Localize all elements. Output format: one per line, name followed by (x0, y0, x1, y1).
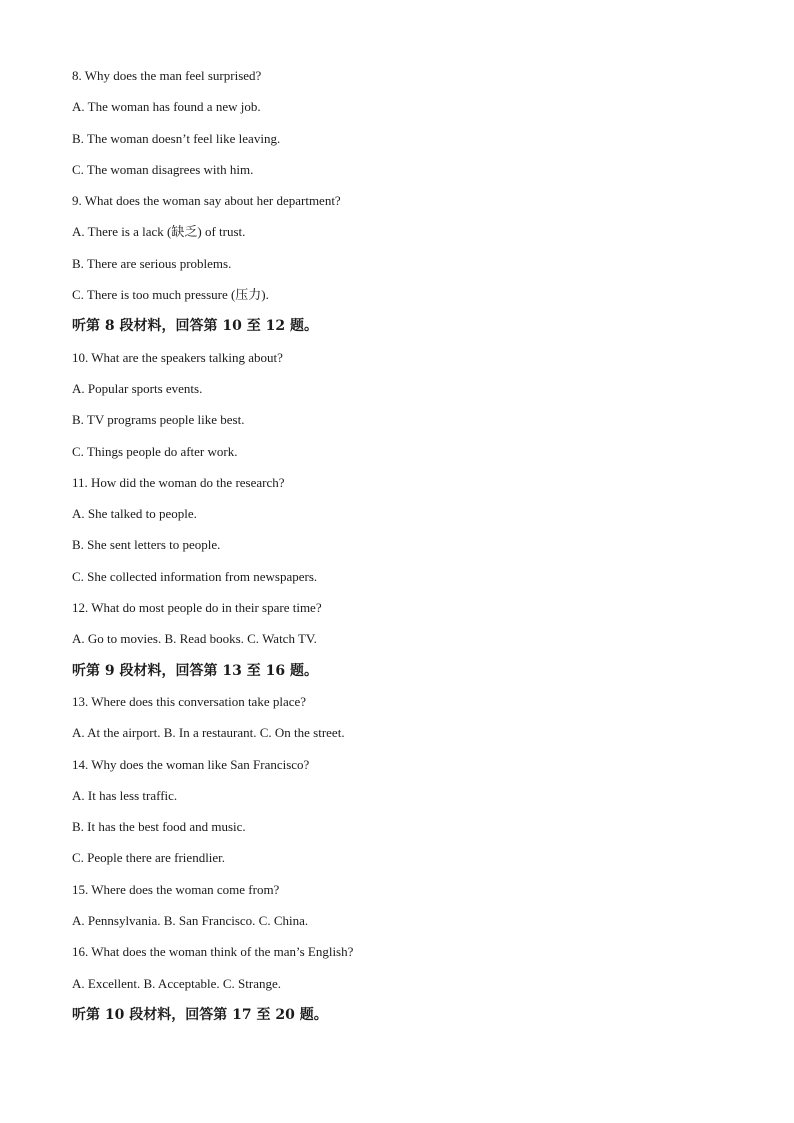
section-heading: 听第 9 段材料，回答第 13 至 16 题。 (72, 662, 318, 679)
question-text: 14. Why does the woman like San Francisco? (72, 756, 310, 772)
answer-option: B. The woman doesn’t feel like leaving. (72, 130, 281, 146)
answer-option: A. There is a lack (缺乏) of trust. (72, 224, 246, 240)
answer-option: C. Things people do after work. (72, 443, 238, 459)
answer-option: A. It has less traffic. (72, 787, 178, 803)
section-heading: 听第 8 段材料，回答第 10 至 12 题。 (72, 318, 318, 335)
question-text: 10. What are the speakers talking about? (72, 349, 283, 365)
answer-option: C. She collected information from newspapers. (72, 568, 318, 584)
answer-option: B. She sent letters to people. (72, 537, 221, 553)
question-text: 12. What do most people do in their spare time? (72, 600, 322, 616)
question-text: 8. Why does the man feel surprised? (72, 68, 262, 83)
question-text: 13. Where does this conversation take place? (72, 693, 307, 709)
answer-option: A. Popular sports events. (72, 380, 203, 396)
answer-option: C. There is too much pressure (压力). (72, 287, 269, 303)
answer-option: A. She talked to people. (72, 506, 197, 522)
answer-option: C. People there are friendlier. (72, 850, 226, 866)
answer-option: B. TV programs people like best. (72, 412, 245, 428)
question-list (72, 66, 732, 1036)
answer-option: A. Pennsylvania. B. San Francisco. C. China. (72, 913, 309, 929)
answer-option: A. Go to movies. B. Read books. C. Watch TV. (72, 631, 317, 647)
answer-option: C. The woman disagrees with him. (72, 161, 254, 177)
answer-option: B. There are serious problems. (72, 255, 232, 271)
question-text: 15. Where does the woman come from? (72, 881, 280, 897)
answer-option: B. It has the best food and music. (72, 819, 246, 835)
answer-option: A. The woman has found a new job. (72, 99, 261, 115)
question-text: 9. What does the woman say about her department? (72, 193, 341, 209)
question-text: 11. How did the woman do the research? (72, 474, 285, 490)
section-heading: 听第 10 段材料，回答第 17 至 20 题。 (72, 1006, 328, 1023)
answer-option: A. Excellent. B. Acceptable. C. Strange. (72, 975, 282, 991)
question-text: 16. What does the woman think of the man’s English? (72, 944, 354, 960)
answer-option: A. At the airport. B. In a restaurant. C. On the street. (72, 725, 345, 741)
